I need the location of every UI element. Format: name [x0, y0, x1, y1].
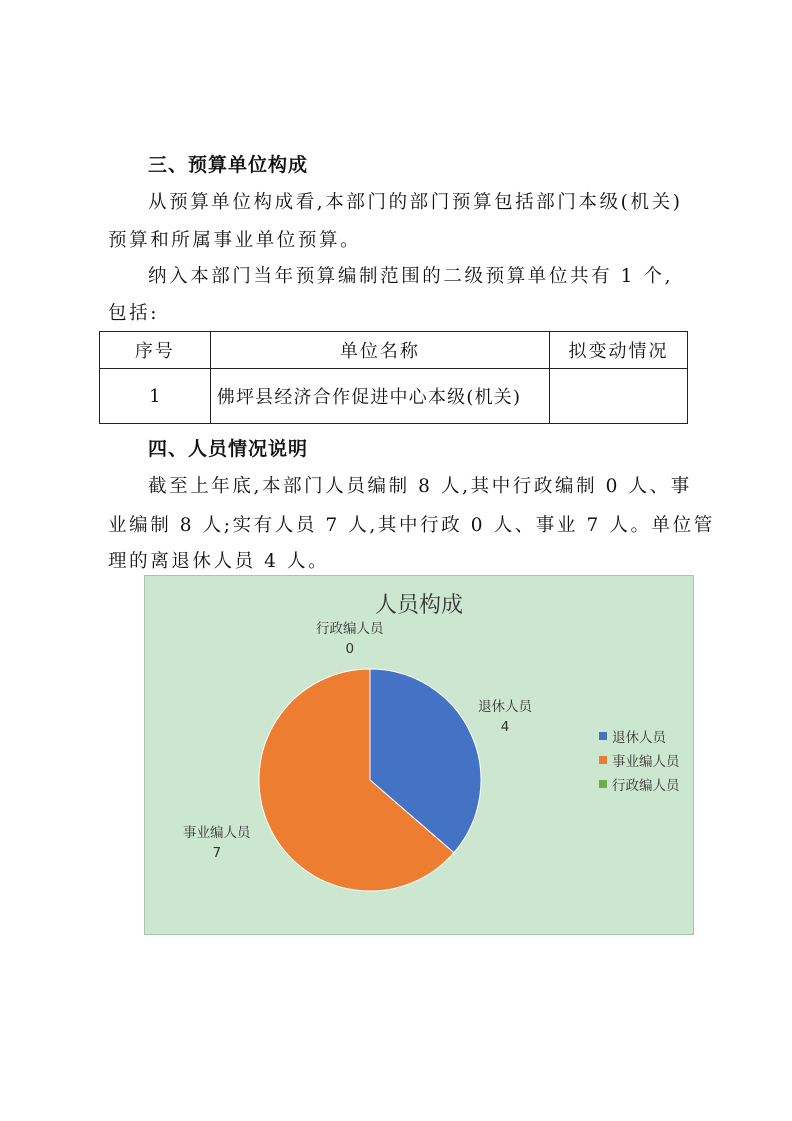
legend-item-institution	[599, 748, 680, 772]
legend-item-admin	[599, 772, 680, 796]
data-label-admin-name: 行政编人员	[316, 621, 384, 637]
legend-swatch-retired	[599, 732, 607, 740]
data-label-retired-value: 4	[500, 719, 510, 735]
paragraph-budget-composition-line1: 从预算单位构成看,本部门的部门预算包括部门本级(机关)	[148, 192, 683, 213]
data-label-institution	[183, 823, 251, 863]
cell-no: 1	[100, 369, 211, 424]
data-label-institution-name: 事业编人员	[183, 825, 251, 841]
paragraph-staff-line1: 截至上年底,本部门人员编制 8 人,其中行政编制 0 人、事	[148, 476, 692, 497]
staff-composition-chart	[144, 575, 694, 935]
data-label-institution-value: 7	[212, 845, 222, 861]
legend-swatch-institution	[599, 756, 607, 764]
paragraph-secondary-units-line1: 纳入本部门当年预算编制范围的二级预算单位共有 1 个,	[148, 266, 674, 287]
budget-units-table	[99, 331, 688, 424]
section-heading-staff: 四、人员情况说明	[148, 438, 309, 460]
paragraph-staff-line2: 业编制 8 人;实有人员 7 人,其中行政 0 人、事业 7 人。单位管	[108, 515, 715, 536]
chart-legend	[599, 724, 680, 796]
paragraph-secondary-units-line2: 包括:	[108, 303, 160, 324]
legend-label-admin: 行政编人员	[612, 778, 680, 794]
data-label-admin	[316, 619, 384, 659]
column-header-change: 拟变动情况	[550, 332, 688, 369]
column-header-no: 序号	[100, 332, 211, 369]
legend-swatch-admin	[599, 780, 607, 788]
cell-unit-name: 佛坪县经济合作促进中心本级(机关)	[210, 369, 549, 424]
column-header-unit-name: 单位名称	[210, 332, 549, 369]
legend-label-institution: 事业编人员	[612, 754, 680, 770]
data-label-retired-name: 退休人员	[478, 699, 532, 715]
paragraph-budget-composition-line2: 预算和所属事业单位预算。	[108, 230, 362, 251]
table-row	[100, 369, 688, 424]
legend-item-retired	[599, 724, 680, 748]
data-label-retired	[478, 697, 532, 737]
cell-change	[550, 369, 688, 424]
table-header-row	[100, 332, 688, 369]
chart-title: 人员构成	[374, 593, 463, 618]
section-heading-budget-units: 三、预算单位构成	[148, 154, 309, 176]
paragraph-staff-line3: 理的离退休人员 4 人。	[108, 551, 330, 572]
data-label-admin-value: 0	[345, 641, 355, 657]
legend-label-retired: 退休人员	[612, 730, 666, 746]
